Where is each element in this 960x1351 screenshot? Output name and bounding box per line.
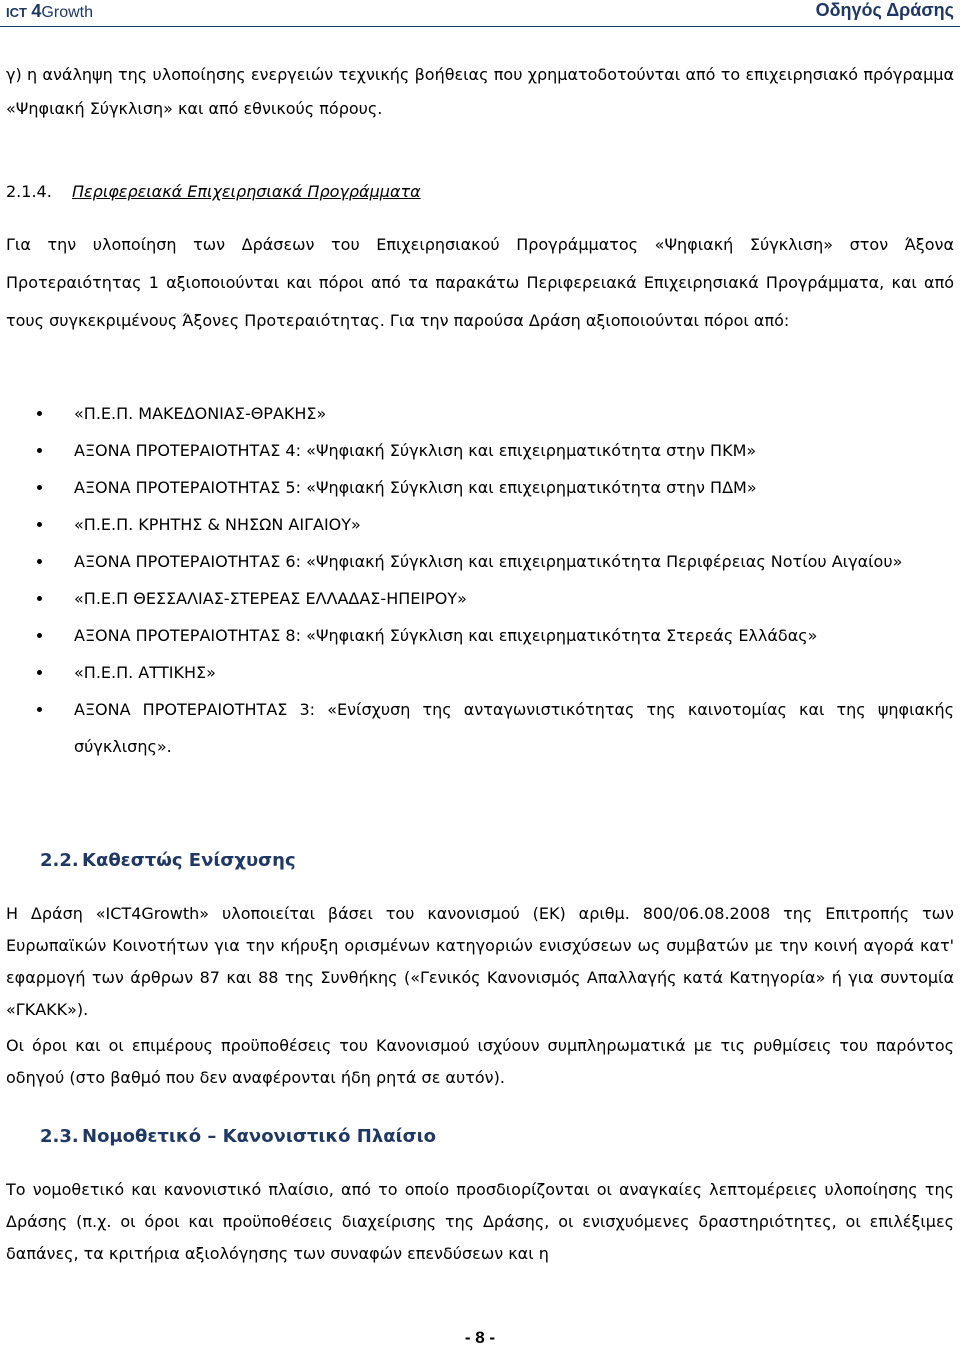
section-2-2-heading <box>40 850 296 871</box>
header-title: Οδηγός Δράσης <box>815 0 954 20</box>
header-brand-growth: Growth <box>41 4 93 21</box>
subsection-heading <box>6 182 421 201</box>
bullet-icon <box>37 559 42 564</box>
bullet-icon <box>37 596 42 601</box>
section-2-3-heading <box>40 1126 436 1147</box>
section-2-2-number: 2.2. <box>40 850 79 871</box>
subsection-title: Περιφερειακά Επιχειρησιακά Προγράμματα <box>72 182 421 201</box>
subsection-paragraph: Για την υλοποίηση των Δράσεων του Επιχειρησιακού Προγράμματος «Ψηφιακή Σύγκλιση» στον Άξονα Προτεραιότητας 1 αξιοποιούνται και πόροι από τα παρακάτω Περιφερειακά Επιχειρησιακά Προγράμματα, και από τους συγκεκριμένους Άξονες Προτεραιότητας. Για την παρούσα Δράση αξιοποιούνται πόροι από: <box>6 235 954 330</box>
funding-sources-list <box>0 395 960 765</box>
list-item: ΑΞΟΝΑ ΠΡΟΤΕΡΑΙΟΤΗΤΑΣ 8: «Ψηφιακή Σύγκλιση και επιχειρηματικότητα Στερεάς Ελλάδας» <box>0 617 960 654</box>
bullet-icon <box>37 707 42 712</box>
header-brand-four: 4 <box>31 1 42 21</box>
page-header <box>0 0 960 27</box>
section-2-2-title: Καθεστώς Ενίσχυσης <box>82 850 296 871</box>
list-item: ΑΞΟΝΑ ΠΡΟΤΕΡΑΙΟΤΗΤΑΣ 4: «Ψηφιακή Σύγκλιση και επιχειρηματικότητα στην ΠΚΜ» <box>0 432 960 469</box>
bullet-icon <box>37 448 42 453</box>
page-number: - 8 - <box>464 1328 496 1347</box>
list-item: «Π.Ε.Π ΘΕΣΣΑΛΙΑΣ-ΣΤΕΡΕΑΣ ΕΛΛΑΔΑΣ-ΗΠΕΙΡΟΥ» <box>0 580 960 617</box>
bullet-icon <box>37 633 42 638</box>
bullet-icon <box>37 670 42 675</box>
section-2-3-title: Νομοθετικό – Κανονιστικό Πλαίσιο <box>82 1126 437 1147</box>
intro-paragraph: γ) η ανάληψη της υλοποίησης ενεργειών τεχνικής βοήθειας που χρηματοδοτούνται από το επιχειρησιακό πρόγραμμα «Ψηφιακή Σύγκλιση» και από εθνικούς πόρους. <box>6 65 954 118</box>
list-item: «Π.Ε.Π. ΑΤΤΙΚΗΣ» <box>0 654 960 691</box>
list-item: ΑΞΟΝΑ ΠΡΟΤΕΡΑΙΟΤΗΤΑΣ 6: «Ψηφιακή Σύγκλιση και επιχειρηματικότητα Περιφέρειας Νοτίου Αιγαίου» <box>0 543 960 580</box>
section-2-2-paragraph-1: Η Δράση «ICT4Growth» υλοποιείται βάσει του κανονισμού (ΕΚ) αριθμ. 800/06.08.2008 της Επιτροπής των Ευρωπαϊκών Κοινοτήτων για την κήρυξη ορισμένων κατηγοριών ενισχύσεων ως συμβατών με την κοινή αγορά κατ' εφαρμογή των άρθρων 87 και 88 της Συνθήκης («Γενικός Κανονισμός Απαλλαγής κατά Κατηγορία» ή για συντομία «ΓΚΑΚΚ»). <box>6 904 954 1019</box>
list-item: «Π.Ε.Π. ΚΡΗΤΗΣ & ΝΗΣΩΝ ΑΙΓΑΙΟΥ» <box>0 506 960 543</box>
bullet-icon <box>37 485 42 490</box>
bullet-icon <box>37 411 42 416</box>
subsection-number: 2.1.4. <box>6 182 52 201</box>
section-2-2-paragraph-2: Οι όροι και οι επιμέρους προϋποθέσεις του Κανονισμού ισχύουν συμπληρωματικά με τις ρυθμίσεις του παρόντος οδηγού (στο βαθμό που δεν αναφέρονται ήδη ρητά σε αυτόν). <box>6 1036 954 1087</box>
section-2-3-number: 2.3. <box>40 1126 79 1147</box>
list-item: «Π.Ε.Π. ΜΑΚΕΔΟΝΙΑΣ-ΘΡΑΚΗΣ» <box>0 395 960 432</box>
list-item: ΑΞΟΝΑ ΠΡΟΤΕΡΑΙΟΤΗΤΑΣ 5: «Ψηφιακή Σύγκλιση και επιχειρηματικότητα στην ΠΔΜ» <box>0 469 960 506</box>
header-brand-ict: ICT <box>6 5 27 20</box>
list-item: ΑΞΟΝΑ ΠΡΟΤΕΡΑΙΟΤΗΤΑΣ 3: «Ενίσχυση της ανταγωνιστικότητας της καινοτομίας και της ψηφιακής σύγκλισης». <box>0 691 960 765</box>
header-brand <box>6 1 93 22</box>
bullet-icon <box>37 522 42 527</box>
section-2-3-paragraph-1: Το νομοθετικό και κανονιστικό πλαίσιο, από το οποίο προσδιορίζονται οι αναγκαίες λεπτομέρειες υλοποίησης της Δράσης (π.χ. οι όροι και προϋποθέσεις διαχείρισης της Δράσης, οι ενισχυόμενες δραστηριότητες, οι επιλέξιμες δαπάνες, τα κριτήρια αξιολόγησης των συναφών επενδύσεων και η <box>6 1180 954 1263</box>
